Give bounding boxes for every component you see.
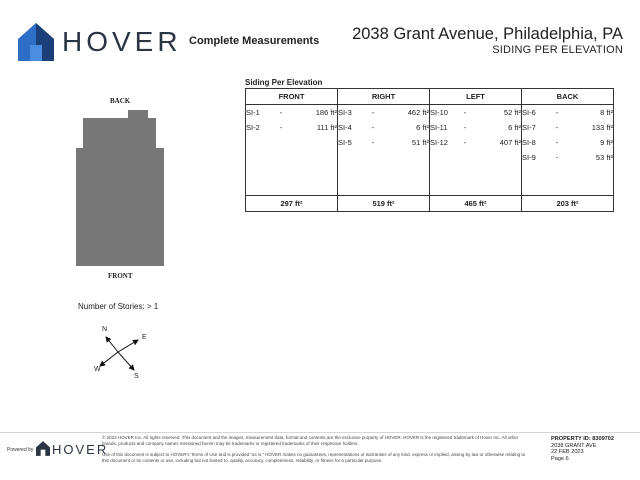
row-value: 186 ft² — [315, 108, 337, 117]
table-row — [338, 135, 429, 150]
front-cell — [246, 105, 338, 181]
table-row — [522, 135, 613, 150]
table-row — [522, 105, 613, 120]
row-dash: - — [371, 123, 375, 132]
row-code: SI-1 — [246, 108, 260, 117]
row-code: SI-4 — [338, 123, 352, 132]
row-code: SI-2 — [246, 123, 260, 132]
footer-hover-logo-icon — [36, 441, 50, 456]
row-value: 9 ft² — [600, 138, 613, 147]
front-label: FRONT — [108, 272, 133, 280]
table-row — [246, 105, 337, 120]
table-title: Siding Per Elevation — [245, 78, 323, 87]
row-dash: - — [463, 108, 467, 117]
col-header-left: LEFT — [430, 89, 522, 105]
page-subtitle: SIDING PER ELEVATION — [492, 44, 623, 56]
compass-west: W — [94, 366, 101, 373]
property-short-address: 2038 GRANT AVE — [551, 442, 597, 449]
row-dash: - — [555, 153, 559, 162]
property-id: PROPERTY ID: 8309702 — [551, 436, 615, 442]
row-code: SI-10 — [430, 108, 448, 117]
document-title: Complete Measurements — [189, 35, 320, 47]
table-row — [522, 120, 613, 135]
logo-text: HOVER — [62, 26, 182, 57]
row-dash: - — [371, 108, 375, 117]
row-code: SI-12 — [430, 138, 448, 147]
left-total: 465 ft² — [430, 196, 522, 212]
footer-divider — [0, 432, 640, 433]
row-code: SI-3 — [338, 108, 352, 117]
page-number: Page 6 — [551, 455, 569, 462]
row-code: SI-11 — [430, 123, 448, 132]
table-row — [338, 105, 429, 120]
siding-table — [245, 88, 614, 212]
property-info — [551, 436, 614, 462]
table-row — [338, 120, 429, 135]
row-dash: - — [279, 108, 283, 117]
table-row — [246, 120, 337, 135]
row-code: SI-8 — [522, 138, 536, 147]
row-value: 53 ft² — [595, 153, 613, 162]
row-dash: - — [463, 138, 467, 147]
footer-logo-text: HOVER — [52, 442, 109, 457]
col-header-back: BACK — [522, 89, 614, 105]
table-row — [430, 120, 521, 135]
row-value: 111 ft² — [316, 123, 337, 132]
back-cell — [522, 105, 614, 181]
copyright-text: © 2023 HOVER Inc. All rights reserved. This document and the images, measurement data, format and contents are the exclusive property of HOVER. HOVER is the registered trademark of Hover Inc. All other brands, products and company names mentioned herein may be trademarks or registered trademarks of their respective holders. — [102, 435, 519, 446]
table-row — [522, 150, 613, 165]
col-header-right: RIGHT — [338, 89, 430, 105]
table-row — [430, 105, 521, 120]
number-of-stories: Number of Stories: > 1 — [78, 302, 159, 311]
col-header-front: FRONT — [246, 89, 338, 105]
row-value: 6 ft² — [416, 123, 429, 132]
row-dash: - — [371, 138, 375, 147]
terms-text: Use of this document is subject to HOVER's Terms of Use and is provided "as is." HOVER makes no guarantees, representations or warranties of any kind, express or implied, arising by law or otherwise relating to this document or its contents or use, including but not limited to, quality, accuracy, completeness, reliability, or fitness for a particular purpose. — [102, 452, 526, 463]
report-date: 22 FEB 2023 — [551, 449, 584, 456]
back-label: BACK — [110, 97, 131, 105]
right-cell — [338, 105, 430, 181]
row-value: 52 ft² — [503, 108, 521, 117]
compass-east: E — [142, 334, 147, 341]
row-dash: - — [555, 108, 559, 117]
compass-north: N — [102, 326, 108, 333]
row-value: 462 ft² — [407, 108, 429, 117]
row-dash: - — [279, 123, 283, 132]
hover-logo-icon — [18, 23, 54, 61]
row-code: SI-6 — [522, 108, 536, 117]
row-dash: - — [555, 123, 559, 132]
back-total: 203 ft² — [522, 196, 614, 212]
row-value: 6 ft² — [508, 123, 521, 132]
row-code: SI-7 — [522, 123, 536, 132]
row-value: 407 ft² — [499, 138, 521, 147]
footprint-shape — [76, 110, 164, 266]
right-total: 519 ft² — [338, 196, 430, 212]
row-value: 133 ft² — [591, 123, 613, 132]
row-dash: - — [463, 123, 467, 132]
row-value: 8 ft² — [600, 108, 613, 117]
property-address: 2038 Grant Avenue, Philadelphia, PA — [352, 25, 623, 43]
front-total: 297 ft² — [246, 196, 338, 212]
left-cell — [430, 105, 522, 181]
table-row — [430, 135, 521, 150]
compass-icon — [90, 322, 156, 384]
row-value: 51 ft² — [411, 138, 429, 147]
powered-by: Powered by — [7, 447, 34, 453]
compass-south: S — [134, 373, 139, 380]
row-code: SI-9 — [522, 153, 536, 162]
row-code: SI-5 — [338, 138, 352, 147]
roof-footprint-diagram — [74, 108, 166, 270]
row-dash: - — [555, 138, 559, 147]
